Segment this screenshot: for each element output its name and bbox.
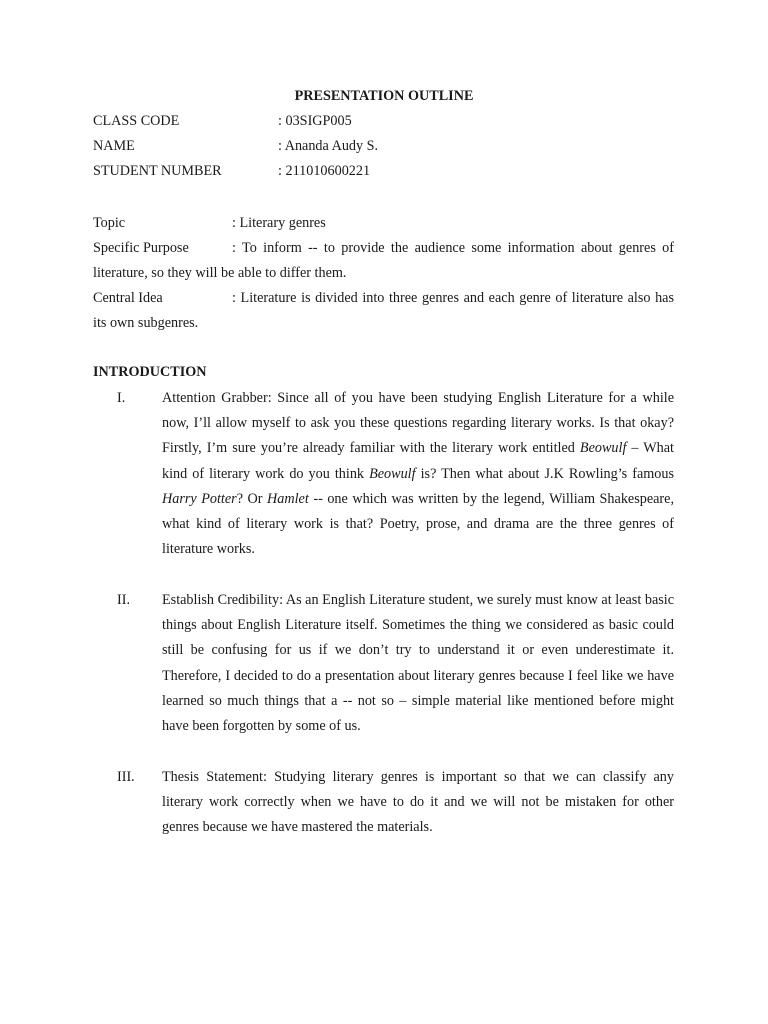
- class-code-value: : 03SIGP005: [278, 113, 352, 129]
- student-number-value: : 211010600221: [278, 163, 371, 179]
- item-text: Establish Credibility: As an English Literature student, we surely must know at least basic things about English Literature itself. Sometimes the thing we considered as basic could still be confusing for us if we don’t try to understand it or even underestimate it. Therefore, I decided to do a presentation about literary genres because I feel like we have learned so much things that a -- not so – simple material like mentioned before might have been forgotten by some of us.: [162, 592, 674, 735]
- topic-row: [93, 211, 674, 236]
- topic-label: Topic: [93, 215, 126, 231]
- document-title: PRESENTATION OUTLINE: [294, 88, 474, 104]
- topic-value: : Literary genres: [232, 215, 326, 231]
- specific-purpose-value: : To inform -- to provide the audience some information about genres of literature, so they will be able to differ them.: [93, 240, 674, 281]
- text-segment: Attention Grabber: Since all of you have been studying English Literature for a while now, I’ll allow myself to ask you these questions regarding literary works. Is that okay? Firstly, I’m sure you’re already familiar with the literary work entitled: [162, 390, 674, 457]
- text-segment: ? Or: [236, 490, 268, 507]
- outline-item-thesis-statement: [117, 765, 674, 841]
- italic-title: Beowulf: [579, 440, 627, 457]
- central-idea-label: Central Idea: [93, 290, 163, 306]
- item-number: III.: [117, 769, 135, 785]
- text-segment: is? Then what about J.K Rowling’s famous: [415, 465, 674, 482]
- item-number: I.: [117, 390, 126, 406]
- specific-purpose-row: [93, 236, 674, 286]
- italic-title: Beowulf: [369, 465, 416, 482]
- text-segment: – What kind of literary work do you think: [162, 440, 675, 482]
- central-idea-row: [93, 286, 674, 336]
- text-segment: -- one which was written by the legend, William Shakespeare, what kind of literary work is that? Poetry, prose, and drama are the three genres of literature works.: [162, 490, 674, 558]
- class-code-row: [93, 111, 693, 136]
- name-value: : Ananda Audy S.: [278, 138, 379, 154]
- student-number-label: STUDENT NUMBER: [93, 163, 222, 179]
- italic-title: Hamlet: [267, 490, 309, 507]
- name-label: NAME: [93, 138, 135, 154]
- introduction-heading: INTRODUCTION: [93, 364, 207, 380]
- central-idea-value: : Literature is divided into three genres and each genre of literature also has its own subgenres.: [93, 290, 674, 331]
- italic-title: Harry Potter: [162, 490, 237, 507]
- item-text: [162, 386, 674, 562]
- speech-meta: [93, 211, 674, 336]
- class-code-label: CLASS CODE: [93, 113, 180, 129]
- name-row: [93, 136, 693, 161]
- outline-item-attention-grabber: [117, 386, 674, 562]
- outline-item-establish-credibility: [117, 588, 674, 739]
- student-info: [93, 111, 693, 186]
- student-number-row: [93, 161, 693, 186]
- item-text: Thesis Statement: Studying literary genres is important so that we can classify any literary work correctly when we have to do it and we will not be mistaken for other genres because we have mastered the materials.: [162, 769, 674, 836]
- specific-purpose-label: Specific Purpose: [93, 240, 189, 256]
- item-number: II.: [117, 592, 130, 608]
